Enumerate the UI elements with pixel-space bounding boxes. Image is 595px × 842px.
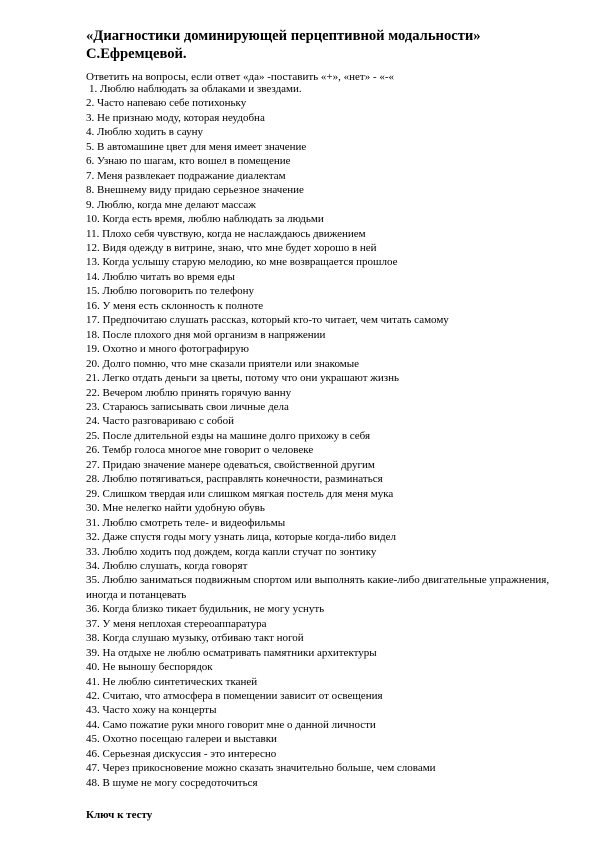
question-item: 35. Люблю заниматься подвижным спортом или выполнять какие-либо двигательные упражнения, иногда и потанцевать <box>86 574 550 601</box>
question-item: 27. Придаю значение манере одеваться, свойственной другим <box>86 458 375 471</box>
question-item: 9. Люблю, когда мне делают массаж <box>86 198 256 211</box>
question-item: 34. Люблю слушать, когда говорят <box>86 559 248 572</box>
question-item: 22. Вечером люблю принять горячую ванну <box>86 386 292 399</box>
question-item: 29. Слишком твердая или слишком мягкая постель для меня мука <box>86 487 394 500</box>
title-line-1: «Диагностики доминирующей перцептивной модальности» <box>86 28 481 44</box>
question-item: 40. Не выношу беспорядок <box>86 661 213 674</box>
question-item: 37. У меня неплохая стереоаппаратура <box>86 617 267 630</box>
question-item: 24. Часто разговариваю с собой <box>86 415 235 428</box>
question-list <box>86 82 556 790</box>
question-item: 44. Само пожатие руки много говорит мне о данной личности <box>86 718 376 731</box>
question-item: 46. Серьезная дискуссия - это интересно <box>86 747 277 760</box>
question-item: 13. Когда услышу старую мелодию, ко мне возвращается прошлое <box>86 256 398 269</box>
question-item: 47. Через прикосновение можно сказать значительно больше, чем словами <box>86 762 436 775</box>
question-item: 7. Меня развлекает подражание диалектам <box>86 169 286 182</box>
title-line-2: С.Ефремцевой. <box>86 46 187 62</box>
question-item: 2. Часто напеваю себе потихоньку <box>86 97 247 110</box>
question-item: 25. После длительной езды на машине долго прихожу в себя <box>86 429 371 442</box>
key-heading: Ключ к тесту <box>86 809 153 821</box>
question-item: 41. Не люблю синтетических тканей <box>86 675 258 688</box>
question-item: 16. У меня есть склонность к полноте <box>86 299 264 312</box>
question-item: 42. Считаю, что атмосфера в помещении зависит от освещения <box>86 690 383 703</box>
question-item: 8. Внешнему виду придаю серьезное значение <box>86 184 304 197</box>
question-item: 36. Когда близко тикает будильник, не могу уснуть <box>86 603 325 616</box>
question-item: 39. На отдыхе не люблю осматривать памятники архитектуры <box>86 646 377 659</box>
question-item: 28. Люблю потягиваться, расправлять конечности, разминаться <box>86 473 383 486</box>
question-item: 33. Люблю ходить под дождем, когда капли стучат по зонтику <box>86 545 377 558</box>
question-item: 48. В шуме не могу сосредоточиться <box>86 776 258 789</box>
question-item: 4. Люблю ходить в сауну <box>86 126 203 139</box>
question-item: 21. Легко отдать деньги за цветы, потому что они украшают жизнь <box>86 372 400 385</box>
question-item: 23. Стараюсь записывать свои личные дела <box>86 400 289 413</box>
question-item: 15. Люблю поговорить по телефону <box>86 285 255 298</box>
question-item: 30. Мне нелегко найти удобную обувь <box>86 502 265 515</box>
question-item: 5. В автомашине цвет для меня имеет значение <box>86 140 307 153</box>
question-item: 3. Не признаю моду, которая неудобна <box>86 111 265 124</box>
question-item: 20. Долго помню, что мне сказали приятели или знакомые <box>86 357 359 370</box>
question-item: 19. Охотно и много фотографирую <box>86 343 249 356</box>
question-item: 18. После плохого дня мой организм в напряжении <box>86 328 326 341</box>
question-item: 32. Даже спустя годы могу узнать лица, которые когда-либо видел <box>86 531 397 544</box>
question-item: 31. Люблю смотреть теле- и видеофильмы <box>86 516 286 529</box>
document-title <box>86 27 546 63</box>
question-item: 17. Предпочитаю слушать рассказ, который кто-то читает, чем читать самому <box>86 314 449 327</box>
question-item: 43. Часто хожу на концерты <box>86 704 217 717</box>
question-item: 1. Люблю наблюдать за облаками и звездами. <box>89 83 302 95</box>
question-item: 38. Когда слушаю музыку, отбиваю такт ногой <box>86 632 304 645</box>
question-item: 6. Узнаю по шагам, кто вошел в помещение <box>86 155 291 168</box>
question-item: 14. Люблю читать во время еды <box>86 270 235 283</box>
question-item: 11. Плохо себя чувствую, когда не наслаждаюсь движением <box>86 227 366 240</box>
instruction-text: Ответить на вопросы, если ответ «да» -поставить «+», «нет» - «-« <box>86 71 395 83</box>
question-item: 12. Видя одежду в витрине, знаю, что мне будет хорошо в ней <box>86 241 377 254</box>
question-item: 45. Охотно посещаю галереи и выставки <box>86 733 277 746</box>
question-item: 10. Когда есть время, люблю наблюдать за людьми <box>86 213 324 226</box>
question-item: 26. Тембр голоса многое мне говорит о человеке <box>86 444 314 457</box>
